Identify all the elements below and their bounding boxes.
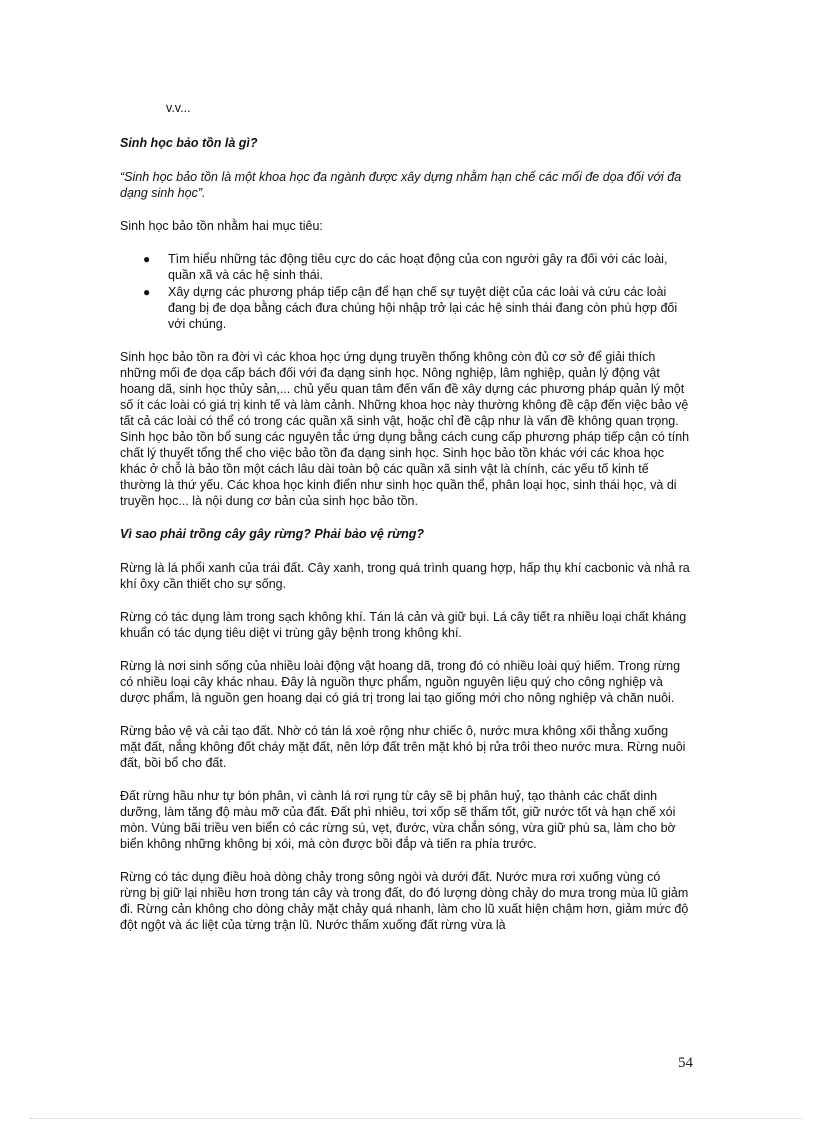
page-number: 54 bbox=[678, 1055, 693, 1071]
intro-marker: v.v... bbox=[166, 101, 191, 115]
body-paragraph: Rừng là nơi sinh sống của nhiều loài động vật hoang dã, trong đó có nhiều loài quý hiếm. Trong rừng có nhiều loại cây khác nhau. Đây là nguồn thực phẩm, nguồn nguyên liệu quý cho công nghiệp và dược phẩm, là nguồn gen hoang dại có giá trị trong lai tạo giống mới cho nông nghiệp và chăn nuôi. bbox=[120, 659, 681, 705]
body-paragraph: Rừng có tác dụng điều hoà dòng chảy trong sông ngòi và dưới đất. Nước mưa rơi xuống vùng có rừng bị giữ lại nhiều hơn trong tán cây và trong đất, do đó lượng dòng chảy do mưa trong mùa lũ giảm đi. Rừng cản không cho dòng chảy mặt chảy quá nhanh, làm cho lũ xuất hiện chậm hơn, giảm mức độ đột ngột và ác liệt của từng trận lũ. Nước thấm xuống đất rừng vừa là bbox=[120, 870, 689, 932]
bullet-icon: ● bbox=[143, 285, 151, 299]
page-bottom-divider bbox=[30, 1118, 802, 1119]
goals-intro: Sinh học bảo tồn nhằm hai mục tiêu: bbox=[120, 219, 323, 233]
list-item-text: Tìm hiểu những tác động tiêu cực do các hoạt động của con người gây ra đối với các loài, quần xã và các hệ sinh thái. bbox=[168, 252, 668, 282]
definition-quote: “Sinh học bảo tồn là một khoa học đa ngành được xây dựng nhằm hạn chế các mối đe dọa đối với đa dạng sinh học”. bbox=[120, 170, 682, 200]
body-paragraph: Rừng có tác dụng làm trong sạch không khí. Tán lá cản và giữ bụi. Lá cây tiết ra nhiều loại chất kháng khuẩn có tác dụng tiêu diệt vi trùng gây bệnh trong không khí. bbox=[120, 610, 687, 640]
body-paragraph: Sinh học bảo tồn ra đời vì các khoa học ứng dụng truyền thống không còn đủ cơ sở để giải thích những mối đe dọa cấp bách đối với đa dạng sinh học. Nông nghiệp, lâm nghiệp, quản lý động vật hoang dã, sinh học thủy sản,... chủ yếu quan tâm đến vấn đề xây dựng các phương pháp quản lý một số ít các loài có giá trị kinh tế và làm cảnh. Những khoa học này thường không đề cập đến việc bảo vệ tất cả các loài có thể có trong các quần xã sinh vật, hoặc chỉ đề cập như là vấn đề không quan trọng. Sinh học bảo tồn bổ sung các nguyên tắc ứng dụng bằng cách cung cấp phương pháp tiếp cận có tính chất lý thuyết tổng thể cho việc bảo tồn đa dạng sinh học. Sinh học bảo tồn khác với các khoa học khác ở chỗ là bảo tồn một cách lâu dài toàn bộ các quần xã sinh vật là chính, các yếu tố kinh tế thường là thứ yếu. Các khoa học kinh điển như sinh học quần thể, phân loại học, sinh thái học, và di truyền học... là nội dung cơ bản của sinh học bảo tồn. bbox=[120, 350, 690, 508]
page-content bbox=[120, 100, 690, 950]
list-item bbox=[120, 284, 690, 332]
bullet-icon: ● bbox=[143, 252, 151, 266]
list-item bbox=[120, 251, 690, 283]
section-heading-conservation-biology: Sinh học bảo tồn là gì? bbox=[120, 136, 258, 150]
body-paragraph: Rừng bảo vệ và cải tạo đất. Nhờ có tán lá xoè rộng như chiếc ô, nước mưa không xối thẳng xuống mặt đất, nắng không đốt cháy mặt đất, nên lớp đất trên mặt khó bị rửa trôi theo nước mưa. Rừng nuôi đất, bồi bổ cho đất. bbox=[120, 724, 686, 770]
section-heading-forests: Vì sao phải trồng cây gây rừng? Phải bảo vệ rừng? bbox=[120, 527, 425, 541]
body-paragraph: Đất rừng hầu như tự bón phân, vì cành lá rơi rụng từ cây sẽ bị phân huỷ, tạo thành các chất dinh dưỡng, làm tăng độ màu mỡ của đất. Đất phì nhiêu, tơi xốp sẽ thấm tốt, giữ nước tốt và hạn chế xói mòn. Vùng bãi triều ven biển có các rừng sú, vẹt, đước, vừa chắn sóng, vừa giữ phù sa, làm cho bờ biển không những không bị xói, mà còn được bồi đắp và tiến ra phía trước. bbox=[120, 789, 676, 851]
list-item-text: Xây dựng các phương pháp tiếp cận để hạn chế sự tuyệt diệt của các loài và cứu các loài đang bị đe dọa bằng cách đưa chúng hội nhập trở lại các hệ sinh thái đang còn phù hợp đối với chúng. bbox=[168, 285, 678, 331]
body-paragraph: Rừng là lá phổi xanh của trái đất. Cây xanh, trong quá trình quang hợp, hấp thụ khí cacbonic và nhả ra khí ôxy cần thiết cho sự sống. bbox=[120, 561, 690, 591]
goals-list bbox=[120, 251, 690, 332]
